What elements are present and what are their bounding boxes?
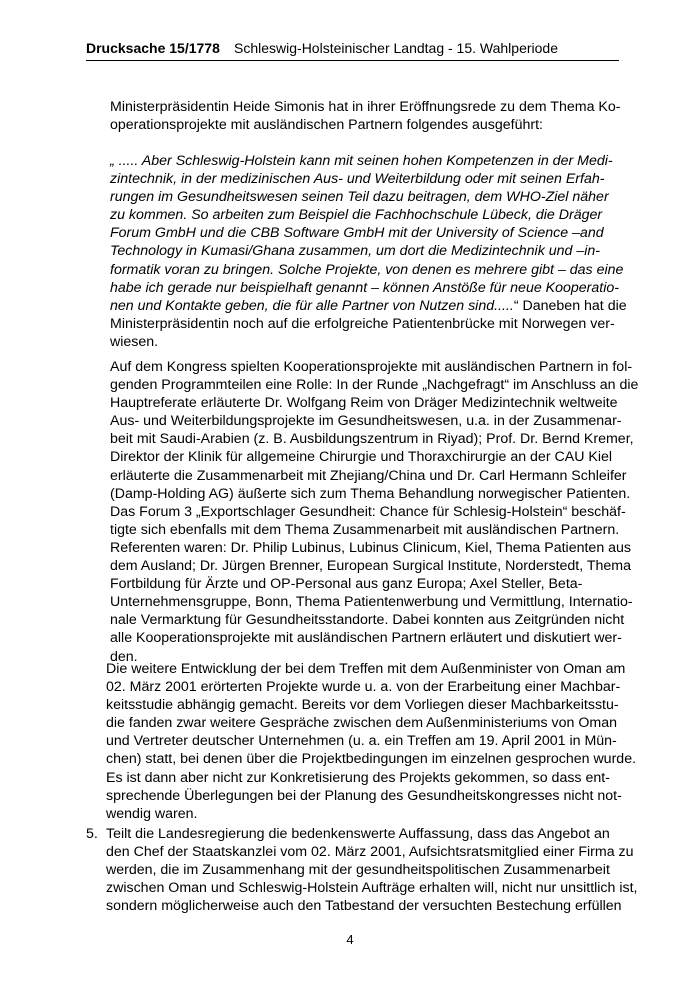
text-line: die fanden zwar weitere Gespräche zwischen dem Außenministeriums von Oman <box>106 715 617 732</box>
text-line: wendig waren. <box>106 805 198 822</box>
quote-line: formatik voran zu bringen. Solche Projekte, von denen es mehrere gibt – das eine <box>110 261 624 278</box>
page-header <box>86 38 619 61</box>
text-line: (Damp-Holding AG) äußerte sich zum Thema Behandlung norwegischer Patienten. <box>110 485 631 502</box>
quote-final-line <box>110 297 627 315</box>
text-line: zwischen Oman und Schleswig-Holstein Aufträge erhalten will, nicht nur unsittlich ist, <box>106 880 638 897</box>
quote-tail: “ Daneben hat die <box>513 297 627 314</box>
text-line: wiesen. <box>110 333 159 350</box>
text-line: Direktor der Klinik für allgemeine Chirurgie und Thoraxchirurgie an der CAU Kiel <box>110 449 613 466</box>
text-line: tigte sich ebenfalls mit dem Thema Zusammenarbeit mit ausländischen Partnern. <box>110 521 620 538</box>
paragraph-quote <box>110 152 627 351</box>
text-line: Es ist dann aber nicht zur Konkretisierung des Projekts gekommen, so dass ent- <box>106 769 610 786</box>
text-line: keitsstudie abhängig gemacht. Bereits vor dem Vorliegen dieser Machbarkeitsstu- <box>106 697 619 714</box>
page-number: 4 <box>346 932 354 947</box>
text-line: Ministerpräsidentin Heide Simonis hat in ihrer Eröffnungsrede zu dem Thema Ko- <box>110 99 621 115</box>
quote-line: zintechnik, in der medizinischen Aus- und Weiterbildung oder mit seinen Erfah- <box>110 171 605 188</box>
text-line: Die weitere Entwicklung der bei dem Treffen mit dem Außenminister von Oman am <box>106 661 626 677</box>
quote-line: Technology in Kumasi/Ghana zusammen, um dort die Medizintechnik und –in- <box>110 243 600 260</box>
text-line: erläuterte die Zusammenarbeit mit Zhejiang/China und Dr. Carl Hermann Schleifer <box>110 467 627 484</box>
quote-line: Forum GmbH und die CBB Software GmbH mit der University of Science –and <box>110 225 604 242</box>
text-line: Aus- und Weiterbildungsprojekte im Gesundheitswesen, u.a. in der Zusammenar- <box>110 413 622 430</box>
text-line: Teilt die Landesregierung die bedenkenswerte Auffassung, dass das Angebot an <box>106 826 610 842</box>
text-line: und Vertreter deutscher Unternehmen (u. a. ein Treffen am 19. April 2001 in Mün- <box>106 733 617 750</box>
text-line: chen) statt, bei denen über die Projektbedingungen im einzelnen gesprochen wurde. <box>106 751 637 768</box>
text-line: 02. März 2001 erörterten Projekte wurde u. a. von der Erarbeitung einer Machbar- <box>106 679 621 696</box>
text-line: Auf dem Kongress spielten Kooperationsprojekte mit ausländischen Partnern in fol- <box>110 359 633 375</box>
text-line: nale Vermarktung für Gesundheitsstandorte. Dabei konnten aus Zeitgründen nicht <box>110 612 625 629</box>
quote-line: rungen im Gesundheitswesen seinen Teil dazu beitragen, dem WHO-Ziel näher <box>110 189 609 206</box>
text-line: werden, die im Zusammenhang mit der gesundheitspolitischen Zusammenarbeit <box>106 862 610 879</box>
quote-line: zu kommen. So arbeiten zum Beispiel die Fachhochschule Lübeck, die Dräger <box>110 207 603 224</box>
quote-line: habe ich gerade nur beispielhaft genannt – können Anstöße für neue Kooperatio- <box>110 279 620 296</box>
paragraph-oman-development <box>106 660 636 823</box>
paragraph-congress <box>110 358 638 666</box>
text-line: sondern möglicherweise auch den Tatbestand der versuchten Bestechung erfüllen <box>106 898 622 915</box>
list-item-5 <box>106 825 638 915</box>
text-line: genden Programmteilen eine Rolle: In der Runde „Nachgefragt“ im Anschluss an die <box>110 377 639 394</box>
quote-line: „ ..... Aber Schleswig-Holstein kann mit seinen hohen Kompetenzen in der Medi- <box>110 153 613 169</box>
header-title: Schleswig-Holsteinischer Landtag - 15. Wahlperiode <box>234 40 558 56</box>
paragraph-opening-speech <box>110 98 620 134</box>
text-line: den Chef der Staatskanzlei vom 02. März 2001, Aufsichtsratsmitglied einer Firma zu <box>106 844 634 861</box>
text-line: beit mit Saudi-Arabien (z. B. Ausbildungszentrum in Riyad); Prof. Dr. Bernd Kremer, <box>110 431 634 448</box>
list-item-number: 5. <box>86 826 98 842</box>
quote-end: nen und Kontakte geben, die für alle Partner von Nutzen sind..... <box>110 297 514 314</box>
text-line: Hauptreferate erläuterte Dr. Wolfgang Reim von Dräger Medizintechnik weltweite <box>110 395 618 412</box>
text-line: Unternehmensgruppe, Bonn, Thema Patientenwerbung und Vermittlung, Internatio- <box>110 594 633 611</box>
text-line: Fortbildung für Ärzte und OP-Personal aus ganz Europa; Axel Steller, Beta- <box>110 576 583 593</box>
text-line: Das Forum 3 „Exportschlager Gesundheit: Chance für Schlesig-Holstein“ beschäf- <box>110 503 626 520</box>
text-line: dem Ausland; Dr. Jürgen Brenner, European Surgical Institute, Norderstedt, Thema <box>110 558 632 575</box>
document-number: Drucksache 15/1778 <box>86 40 220 56</box>
text-line: sprechende Überlegungen bei der Planung des Gesundheitskongresses nicht not- <box>106 787 622 804</box>
text-line: den. <box>110 648 138 665</box>
text-line: operationsprojekte mit ausländischen Partnern folgendes ausgeführt: <box>110 117 543 134</box>
text-line: alle Kooperationsprojekte mit ausländischen Partnern erläutert und diskutiert wer- <box>110 630 622 647</box>
text-line: Ministerpräsidentin noch auf die erfolgreiche Patientenbrücke mit Norwegen ver- <box>110 315 615 332</box>
text-line: Referenten waren: Dr. Philip Lubinus, Lubinus Clinicum, Kiel, Thema Patienten aus <box>110 539 632 556</box>
